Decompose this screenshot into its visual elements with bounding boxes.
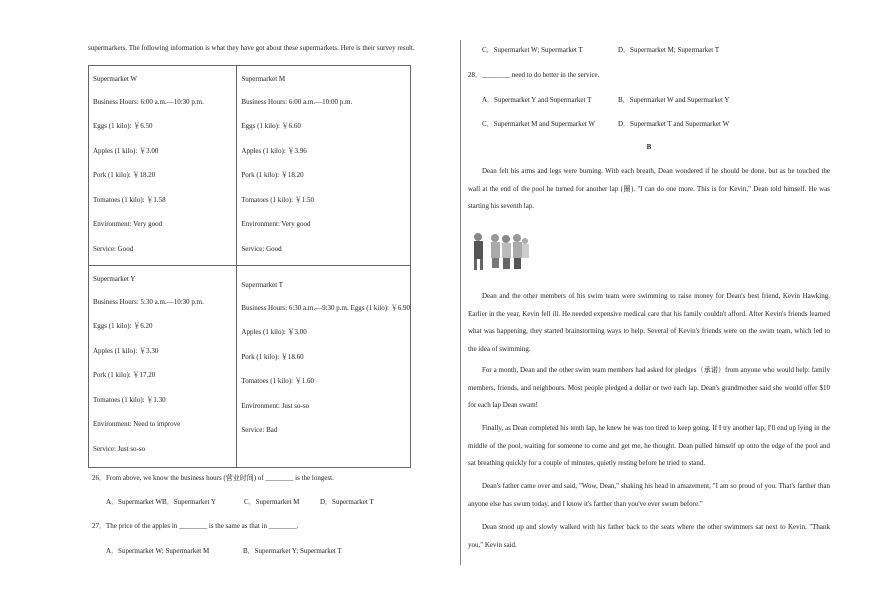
paragraph-1: Dean felt his arms and legs were burning. With each breath, Dean wondered if he should be done, but as he touched the wall at the end of the pool he turned for another lap (圈). "I can do one more. This is for Kevin," Dean told himself. He was starting his seventh lap. — [468, 167, 830, 210]
y-name: Supermarket Y — [93, 275, 136, 283]
m-apples: Apples (1 kilo): ￥3.96 — [241, 146, 307, 155]
m-eggs: Eggs (1 kilo): ￥6.60 — [241, 122, 301, 130]
q28-option-a[interactable]: A．Supermarket Y and Supermarket T — [482, 96, 592, 104]
intro-text: supermarkets. The following information is what they have got about these supermarkets. Here is their survey result. — [88, 44, 415, 52]
column-divider — [460, 40, 461, 565]
question-26: 26．From above, we know the business hours (营业时间) of ________ is the longest. — [92, 474, 334, 482]
q27-option-a[interactable]: A．Supermarket W; Supermarket M — [106, 547, 210, 555]
q26-option-ab[interactable]: A．Supermarket WB．Supermarket Y — [106, 498, 217, 506]
t-apples: Apples (1 kilo): ￥3.00 — [241, 328, 307, 336]
y-tomatoes: Tomatoes (1 kilo): ￥1.30 — [93, 395, 166, 404]
q28-option-d[interactable]: D．Supermarket T and Supermarket W — [618, 120, 730, 128]
w-name: Supermarket W — [93, 75, 137, 83]
q26-option-c[interactable]: C．Supermarket M — [244, 498, 300, 506]
w-environment: Environment: Very good — [93, 220, 163, 228]
q27-option-b[interactable]: B．Supermarket Y; Supermarket T — [243, 547, 342, 555]
t-environment: Environment: Just so-so — [241, 401, 310, 410]
swimmers-photo — [468, 228, 530, 272]
q27-option-d[interactable]: D．Supermarket M; Supermarket T — [618, 46, 720, 54]
cell-supermarket-m — [237, 66, 411, 266]
paragraph-2: Dean and the other members of his swim team were swimming to raise money for Dean's best friend, Kevin Hawking. Earlier in the year, Kevin fell ill. He needed expensive medical care that his family couldn't afford. After Kevin's friends learned what was happening, they started brainstorming ways to help. Several of Kevin's friends were on the swim team, which led to the idea of swimming. — [468, 292, 830, 353]
y-pork: Pork (1 kilo): ￥17.20 — [93, 371, 156, 379]
section-heading-b: B — [646, 143, 652, 151]
y-eggs: Eggs (1 kilo): ￥6.20 — [93, 322, 153, 330]
q26-option-d[interactable]: D．Supermarket T — [320, 498, 374, 506]
m-service: Service: Good — [241, 244, 282, 253]
t-service: Service: Bad — [241, 426, 278, 434]
survey-table — [88, 65, 411, 468]
question-27: 27．The price of the apples in ________ is the same as that in ________. — [92, 522, 299, 530]
y-hours: Business Hours: 5:30 a.m.—10:30 p.m. — [93, 297, 204, 306]
q28-option-b[interactable]: B．Supermarket W and Supermarket Y — [618, 96, 730, 104]
paragraph-4: Finally, as Dean completed his tenth lap, he knew he was too tired to keep going. If I try another lap, I'll end up lying in the middle of the pool, waiting for someone to come and get me, he thought. Dean pulled himself up onto the edge of the pool and sat breathing quickly for a couple of minutes, quietly resting before he tried to stand. — [468, 424, 830, 467]
m-pork: Pork (1 kilo): ￥18.20 — [241, 171, 304, 179]
cell-supermarket-w — [89, 66, 237, 266]
w-apples: Apples (1 kilo): ￥3.00 — [93, 146, 159, 155]
w-tomatoes: Tomatoes (1 kilo): ￥1.58 — [93, 195, 166, 204]
t-tomatoes: Tomatoes (1 kilo): ￥1.60 — [241, 377, 315, 385]
y-service: Service: Just so-so — [93, 444, 146, 453]
m-hours: Business Hours: 6:00 a.m.—10:00 p.m. — [241, 97, 353, 106]
w-hours: Business Hours: 6:00 a.m.—10:30 p.m. — [93, 97, 204, 106]
m-name: Supermarket M — [241, 75, 286, 83]
paragraph-5: Dean's father came over and said, "Wow, Dean," shaking his head in amazement, "I am so proud of you. That's farther than anyone else has swum today, and I know it's farther than you've ever swum before." — [468, 482, 830, 508]
t-pork: Pork (1 kilo): ￥18.60 — [241, 352, 304, 361]
m-tomatoes: Tomatoes (1 kilo): ￥1.50 — [241, 195, 315, 204]
t-hours-eggs: Business Hours: 6:30 a.m.—9:30 p.m. Eggs (1 kilo): ￥6.90 — [241, 303, 410, 312]
paragraph-3: For a month, Dean and the other swim team members had asked for pledges（承诺）from anyone who would help: family members, friends, and neighbours. Most people pledged a dollar or two each lap. Dean's grandmother said she would offer $10 for each lap Dean swam! — [468, 366, 830, 409]
cell-supermarket-y — [89, 266, 237, 468]
w-service: Service: Good — [93, 244, 134, 253]
m-environment: Environment: Very good — [241, 220, 311, 228]
y-apples: Apples (1 kilo): ￥3.30 — [93, 346, 159, 355]
w-pork: Pork (1 kilo): ￥18.20 — [93, 171, 156, 179]
paragraph-6: Dean stood up and slowly walked with his father back to the seats where the other swimmers sat next to Kevin. "Thank you," Kevin said. — [468, 523, 830, 549]
y-environment: Environment: Need to improve — [93, 420, 181, 428]
q27-option-c[interactable]: C．Supermarket W; Supermarket T — [482, 46, 583, 54]
cell-supermarket-t — [237, 266, 411, 468]
t-name: Supermarket T — [241, 281, 284, 289]
q28-option-c[interactable]: C．Supermarket M and Supermarket W — [482, 120, 596, 128]
w-eggs: Eggs (1 kilo): ￥6.50 — [93, 122, 153, 130]
question-28: 28．________ need to do better in the service. — [468, 71, 600, 79]
